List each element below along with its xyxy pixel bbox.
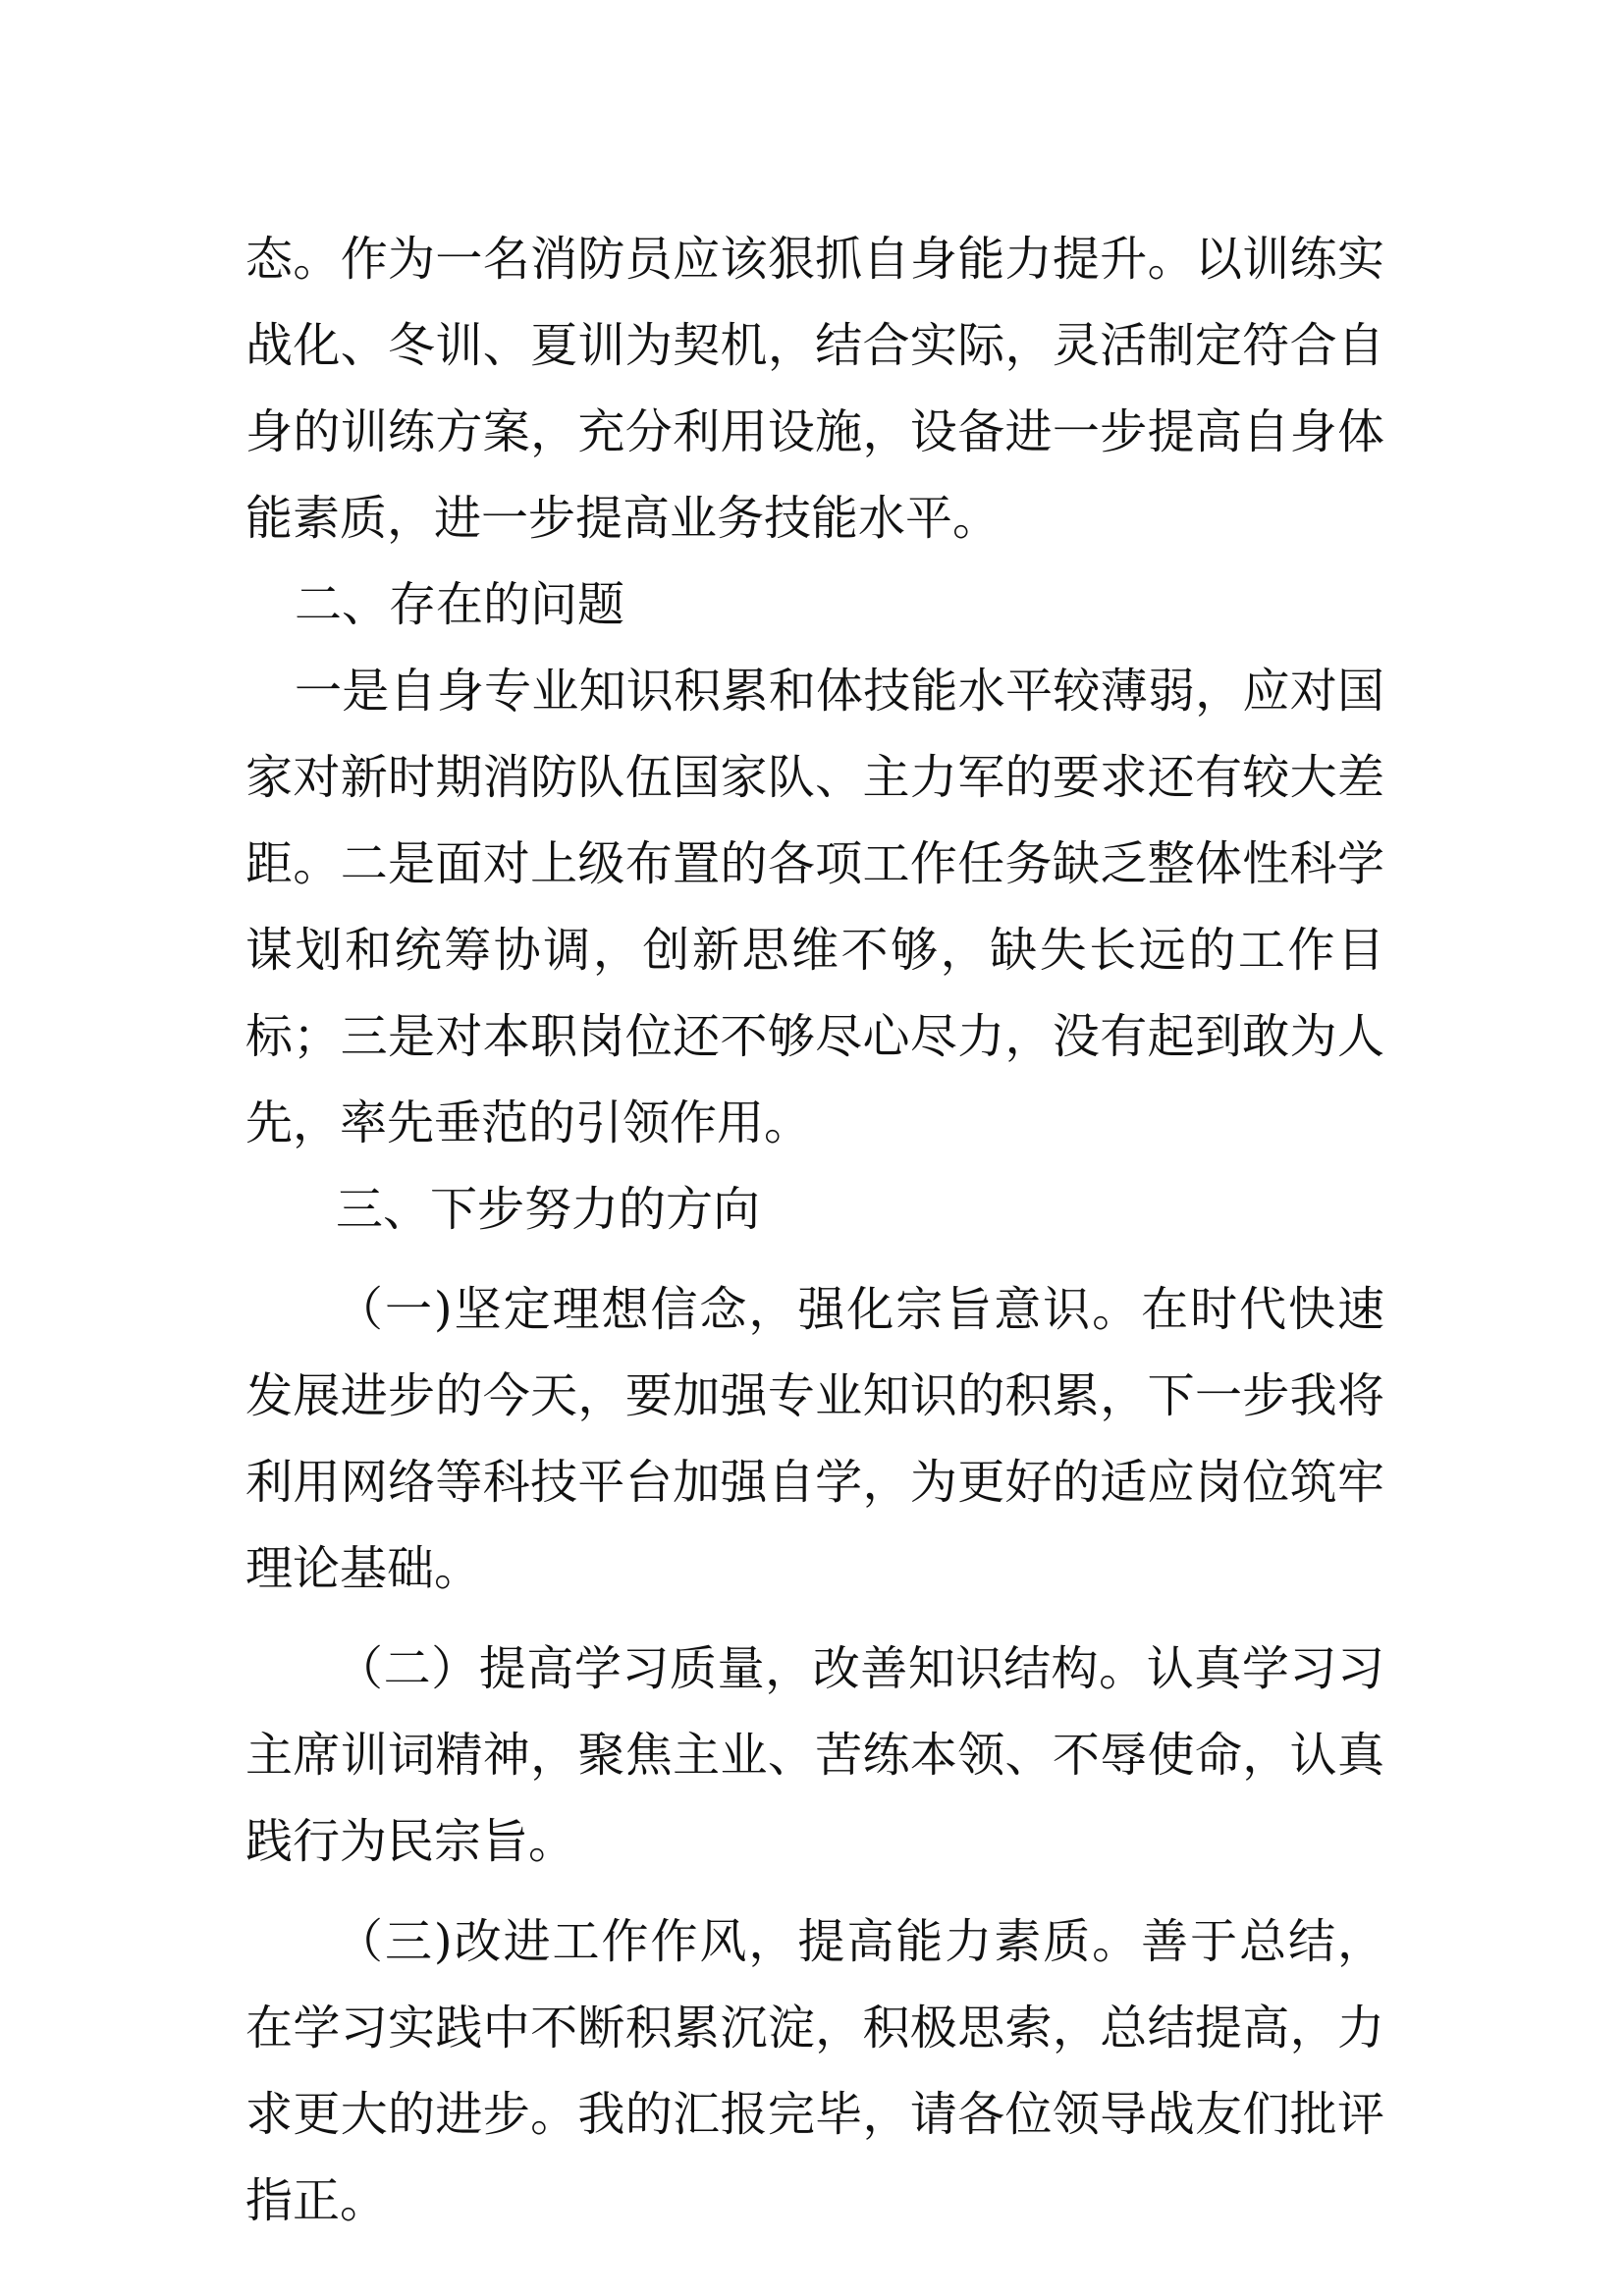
paragraph-direction-2: （二）提高学习质量，改善知识结构。认真学习习主席训词精神，聚焦主业、苦练本领、不辱使命，认真践行为民宗旨。 (245, 1641, 1384, 1869)
document-body (245, 216, 1384, 2244)
paragraph-direction-1: （一)坚定理想信念，强化宗旨意识。在时代快速发展进步的今天，要加强专业知识的积累，下一步我将利用网络等科技平台加强自学，为更好的适应岗位筑牢理论基础。 (245, 1282, 1384, 1596)
paragraph-direction-3: （三)改进工作作风，提高能力素质。善于总结，在学习实践中不断积累沉淀，积极思索，总结提高，力求更大的进步。我的汇报完毕，请各位领导战友们批评指正。 (245, 1914, 1384, 2228)
paragraph-continued: 态。作为一名消防员应该狠抓自身能力提升。以训练实战化、冬训、夏训为契机，结合实际，灵活制定符合自身的训练方案，充分利用设施，设备进一步提高自身体能素质，进一步提高业务技能水平。 (245, 232, 1384, 546)
section-heading-direction: 三、下步努力的方向 (336, 1182, 761, 1237)
section-heading-problems: 二、存在的问题 (295, 577, 625, 632)
paragraph-problems: 一是自身专业知识积累和体技能水平较薄弱，应对国家对新时期消防队伍国家队、主力军的要求还有较大差距。二是面对上级布置的各项工作任务缺乏整体性科学谋划和统筹协调，创新思维不够，缺失长远的工作目标；三是对本职岗位还不够尽心尽力，没有起到敢为人先，率先垂范的引领作用。 (245, 664, 1384, 1150)
